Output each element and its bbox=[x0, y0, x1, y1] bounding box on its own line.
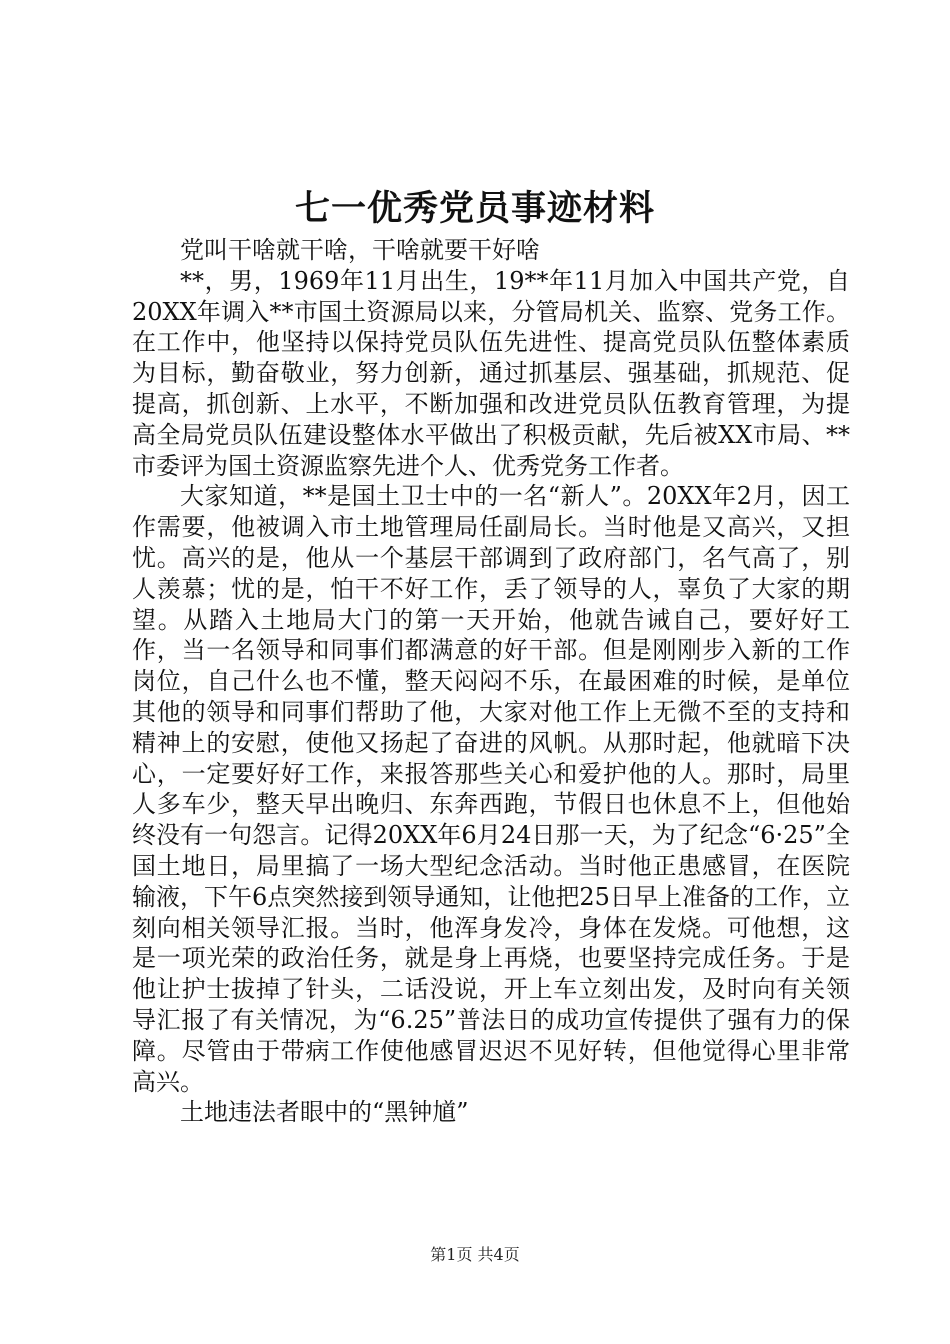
page-footer: 第1页 共4页 bbox=[430, 1245, 520, 1264]
section-heading-2: 土地违法者眼中的“黑钟馗” bbox=[180, 1098, 469, 1127]
body-paragraph-1: **，男，1969年11月出生，19**年11月加入中国共产党，自20XX年调入**市国土资源局以来，分管局机关、监察、党务工作。在工作中，他坚持以保持党员队伍先进性、提高党员队伍整体素质为目标，勤奋敬业，努力创新，通过抓基层、强基础，抓规范、促提高，抓创新、上水平，不断加强和改进党员队伍教育管理，为提高全局党员队伍建设整体水平做出了积极贡献，先后被XX市局、**市委评为国土资源监察先进个人、优秀党务工作者。 bbox=[132, 266, 850, 480]
body-paragraph-2: 大家知道，**是国土卫士中的一名“新人”。20XX年2月，因工作需要，他被调入市土地管理局任副局长。当时他是又高兴，又担忧。高兴的是，他从一个基层干部调到了政府部门，名气高了，别人羡慕；忧的是，怕干不好工作，丢了领导的人，辜负了大家的期望。从踏入土地局大门的第一天开始，他就告诫自己，要好好工作，当一名领导和同事们都满意的好干部。但是刚刚步入新的工作岗位，自己什么也不懂，整天闷闷不乐，在最困难的时候，是单位其他的领导和同事们帮助了他，大家对他工作上无微不至的支持和精神上的安慰，使他又扬起了奋进的风帆。从那时起，他就暗下决心，一定要好好工作，来报答那些关心和爱护他的人。那时，局里人多车少，整天早出晚归、东奔西跑，节假日也休息不上，但他始终没有一句怨言。记得20XX年6月24日那一天，为了纪念“6·25”全国土地日，局里搞了一场大型纪念活动。当时他正患感冒，在医院输液，下午6点突然接到领导通知，让他把25日早上准备的工作，立刻向相关领导汇报。当时，他浑身发冷，身体在发烧。可他想，这是一项光荣的政治任务，就是身上再烧，也要坚持完成任务。于是他让护士拔掉了针头，二话没说，开上车立刻出发，及时向有关领导汇报了有关情况，为“6.25”普法日的成功宣传提供了强有力的保障。尽管由于带病工作使他感冒迟迟不见好转，但他觉得心里非常高兴。 bbox=[132, 482, 850, 1096]
document-title: 七一优秀党员事迹材料 bbox=[294, 188, 655, 229]
section-heading-1: 党叫干啥就干啥，干啥就要干好啥 bbox=[180, 236, 540, 264]
document-body bbox=[132, 235, 850, 1128]
